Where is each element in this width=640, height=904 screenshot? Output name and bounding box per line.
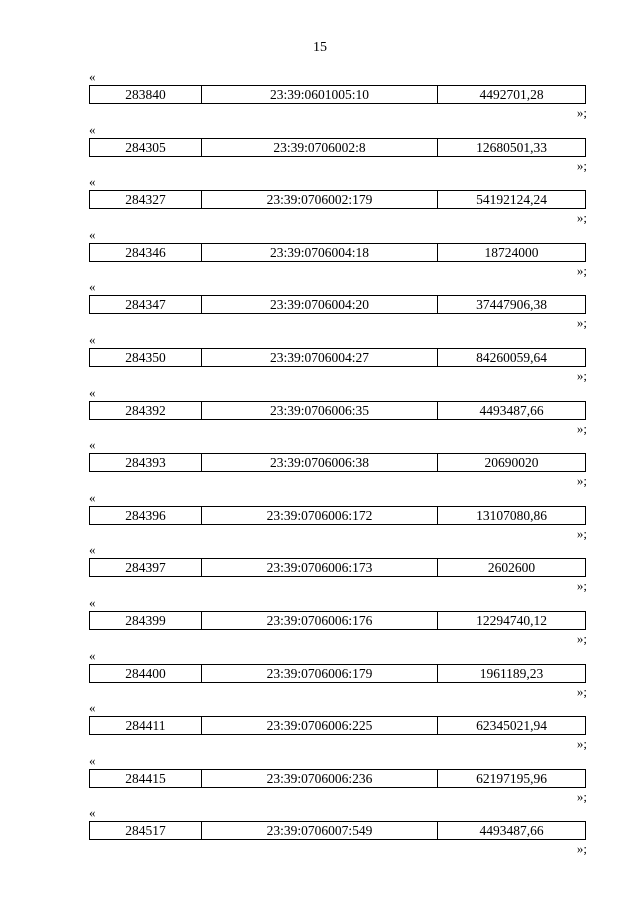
cadastral-number-cell: 23:39:0706002:179 xyxy=(202,191,438,208)
value-cell: 2602600 xyxy=(487,560,536,576)
value-cell: 4493487,66 xyxy=(479,823,544,839)
table-row xyxy=(89,138,586,157)
entry xyxy=(0,438,640,491)
entry xyxy=(0,175,640,228)
close-quote: »; xyxy=(576,315,587,331)
row-id-cell: 284411 xyxy=(90,717,202,734)
table-row xyxy=(89,348,586,367)
value-cell: 62197195,96 xyxy=(476,770,547,786)
value-cell: 4492701,28 xyxy=(479,87,544,102)
row-id-cell: 284517 xyxy=(90,822,202,839)
close-quote: »; xyxy=(576,157,587,173)
open-quote: « xyxy=(89,752,96,768)
cadastral-number-cell: 23:39:0706006:35 xyxy=(202,402,438,419)
cadastral-number-cell: 23:39:0706006:225 xyxy=(202,717,438,734)
row-id-cell: 284400 xyxy=(90,665,202,682)
table-row xyxy=(89,664,586,683)
open-quote: « xyxy=(89,700,96,716)
cadastral-number-cell: 23:39:0706006:176 xyxy=(202,612,438,629)
table-row xyxy=(89,769,586,788)
close-quote: »; xyxy=(576,262,587,278)
entry xyxy=(0,386,640,439)
row-id-cell: 284396 xyxy=(90,507,202,524)
table-row xyxy=(89,295,586,314)
open-quote: « xyxy=(89,69,96,84)
close-quote: »; xyxy=(576,420,587,436)
close-quote: »; xyxy=(576,630,587,646)
cadastral-number-cell: 23:39:0706004:27 xyxy=(202,349,438,366)
row-id-cell: 284392 xyxy=(90,402,202,419)
value-cell: 62345021,94 xyxy=(476,718,547,734)
row-id-cell: 284347 xyxy=(90,296,202,313)
value-cell: 84260059,64 xyxy=(476,349,547,365)
table-row xyxy=(89,506,586,525)
entry xyxy=(0,806,640,859)
cadastral-number-cell: 23:39:0706004:18 xyxy=(202,244,438,261)
cadastral-number-cell: 23:39:0601005:10 xyxy=(202,86,438,103)
cadastral-number-cell: 23:39:0706006:173 xyxy=(202,559,438,576)
table-row xyxy=(89,401,586,420)
close-quote: »; xyxy=(576,578,587,594)
close-quote: »; xyxy=(576,367,587,383)
row-id-cell: 284350 xyxy=(90,349,202,366)
cadastral-number-cell: 23:39:0706006:179 xyxy=(202,665,438,682)
value-cell: 37447906,38 xyxy=(476,297,547,313)
open-quote: « xyxy=(89,805,96,821)
entry xyxy=(0,280,640,333)
value-cell: 12680501,33 xyxy=(476,139,547,155)
entry xyxy=(0,649,640,702)
entry xyxy=(0,754,640,807)
table-row xyxy=(89,611,586,630)
value-cell: 12294740,12 xyxy=(476,612,547,628)
cadastral-number-cell: 23:39:0706006:172 xyxy=(202,507,438,524)
entry xyxy=(0,543,640,596)
open-quote: « xyxy=(89,279,96,295)
row-id-cell: 284393 xyxy=(90,454,202,471)
value-cell: 4493487,66 xyxy=(479,402,544,418)
close-quote: »; xyxy=(576,788,587,804)
value-cell: 13107080,86 xyxy=(476,507,547,523)
entry xyxy=(0,333,640,386)
close-quote: »; xyxy=(576,473,587,489)
close-quote: »; xyxy=(576,210,587,226)
entry xyxy=(0,228,640,281)
close-quote: »; xyxy=(576,105,587,120)
open-quote: « xyxy=(89,174,96,190)
row-id-cell: 284415 xyxy=(90,770,202,787)
entry xyxy=(0,70,640,123)
entry xyxy=(0,491,640,544)
table-row xyxy=(89,821,586,840)
cadastral-number-cell: 23:39:0706006:236 xyxy=(202,770,438,787)
row-id-cell: 283840 xyxy=(90,86,202,103)
table-row xyxy=(89,85,586,104)
open-quote: « xyxy=(89,542,96,558)
row-id-cell: 284346 xyxy=(90,244,202,261)
entries-list xyxy=(0,70,640,859)
cadastral-number-cell: 23:39:0706002:8 xyxy=(202,139,438,156)
open-quote: « xyxy=(89,594,96,610)
close-quote: »; xyxy=(576,841,587,857)
cadastral-number-cell: 23:39:0706007:549 xyxy=(202,822,438,839)
open-quote: « xyxy=(89,384,96,400)
row-id-cell: 284327 xyxy=(90,191,202,208)
table-row xyxy=(89,190,586,209)
close-quote: »; xyxy=(576,736,587,752)
table-row xyxy=(89,558,586,577)
open-quote: « xyxy=(89,647,96,663)
row-id-cell: 284399 xyxy=(90,612,202,629)
table-row xyxy=(89,453,586,472)
open-quote: « xyxy=(89,331,96,347)
value-cell: 54192124,24 xyxy=(476,192,547,208)
open-quote: « xyxy=(89,121,96,137)
row-id-cell: 284305 xyxy=(90,139,202,156)
table-row xyxy=(89,243,586,262)
close-quote: »; xyxy=(576,683,587,699)
value-cell: 1961189,23 xyxy=(479,665,544,681)
entry xyxy=(0,123,640,176)
close-quote: »; xyxy=(576,525,587,541)
cadastral-number-cell: 23:39:0706006:38 xyxy=(202,454,438,471)
open-quote: « xyxy=(89,437,96,453)
page-number: 15 xyxy=(313,40,327,55)
entry xyxy=(0,701,640,754)
value-cell: 18724000 xyxy=(484,244,539,260)
open-quote: « xyxy=(89,489,96,505)
entry xyxy=(0,596,640,649)
row-id-cell: 284397 xyxy=(90,559,202,576)
open-quote: « xyxy=(89,226,96,242)
table-row xyxy=(89,716,586,735)
value-cell: 20690020 xyxy=(484,455,539,471)
cadastral-number-cell: 23:39:0706004:20 xyxy=(202,296,438,313)
